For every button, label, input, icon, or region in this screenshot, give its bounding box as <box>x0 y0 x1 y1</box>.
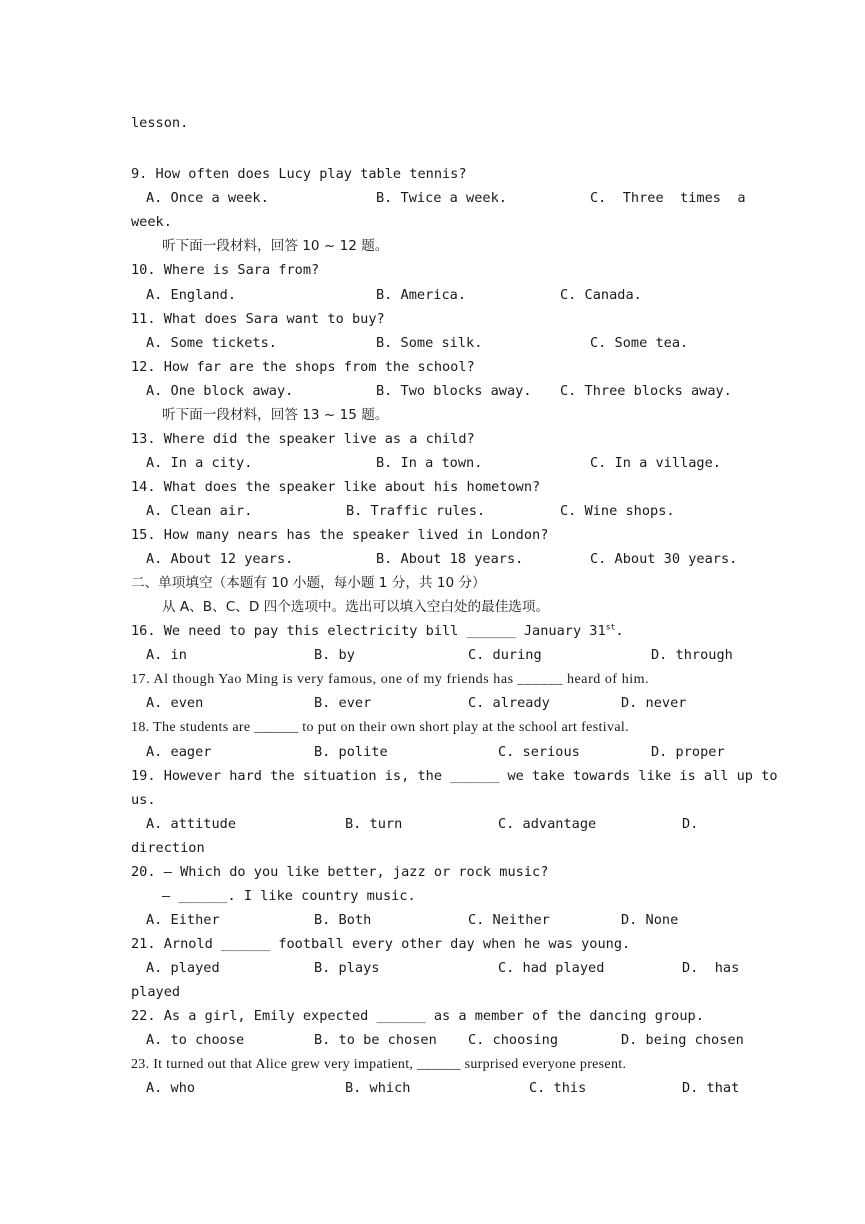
option-c: C. advantage <box>498 816 597 832</box>
option-b: B. Some silk. <box>376 335 483 351</box>
option-b: B. by <box>314 647 355 663</box>
option-c: C. Canada. <box>560 287 642 303</box>
option-b: B. plays <box>314 960 380 976</box>
option-b: B. to be chosen <box>314 1032 437 1048</box>
question-16 <box>131 622 733 640</box>
option-b: B. Twice a week. <box>376 190 507 206</box>
question-23: 23. It turned out that Alice grew very impatient, ______ surprised everyone present. <box>131 1057 627 1072</box>
option-a: A. In a city. <box>146 455 253 471</box>
option-c: C. Three times a <box>590 190 746 206</box>
option-b: B. America. <box>376 287 467 303</box>
question-17: 17. Al though Yao Ming is very famous, one of my friends has ______ heard of him. <box>131 672 650 687</box>
option-d: D. None <box>621 912 679 928</box>
question-20-reply: — ______. I like country music. <box>162 888 416 904</box>
question-9: 9. How often does Lucy play table tennis? <box>131 166 467 182</box>
text-line: lesson. <box>131 115 189 131</box>
option-a: A. Once a week. <box>146 190 269 206</box>
option-a: A. to choose <box>146 1032 245 1048</box>
option-a: A. England. <box>146 287 237 303</box>
option-c: C. during <box>468 647 542 663</box>
option-b: B. ever <box>314 695 372 711</box>
option-a: A. Some tickets. <box>146 335 277 351</box>
option-a: A. attitude <box>146 816 237 832</box>
option-b: B. which <box>345 1080 411 1096</box>
question-15: 15. How many nears has the speaker lived in London? <box>131 527 549 543</box>
option-d: D. <box>682 816 699 832</box>
question-text-end: . <box>615 623 624 639</box>
option-c: C. Three blocks away. <box>560 383 732 399</box>
option-b: B. polite <box>314 744 388 760</box>
question-text: 16. We need to pay this electricity bill ______ January 31 <box>131 623 606 639</box>
option-b: B. Traffic rules. <box>346 503 486 519</box>
section-heading: 二、单项填空（本题有 10 小题，每小题 1 分，共 10 分） <box>131 575 486 591</box>
option-b: B. In a town. <box>376 455 483 471</box>
option-d: D. has <box>682 960 740 976</box>
option-c: C. had played <box>498 960 605 976</box>
option-c: C. In a village. <box>590 455 721 471</box>
option-b: B. turn <box>345 816 403 832</box>
option-c: C. already <box>468 695 550 711</box>
option-continuation: direction <box>131 840 205 856</box>
option-a: A. Either <box>146 912 220 928</box>
option-a: A. Clean air. <box>146 503 253 519</box>
option-c: C. Some tea. <box>590 335 689 351</box>
option-a: A. even <box>146 695 204 711</box>
option-c: C. Neither <box>468 912 550 928</box>
option-c: C. this <box>529 1080 587 1096</box>
section-instruction: 从 A、B、C、D 四个选项中。选出可以填入空白处的最佳选项。 <box>162 599 550 615</box>
option-a: A. eager <box>146 744 212 760</box>
question-continuation: us. <box>131 792 156 808</box>
question-11: 11. What does Sara want to buy? <box>131 311 385 327</box>
question-12: 12. How far are the shops from the school? <box>131 359 475 375</box>
instruction: 听下面一段材料，回答 13 ~ 15 题。 <box>162 407 389 423</box>
question-19: 19. However hard the situation is, the ______ we take towards like is all up to <box>131 768 778 784</box>
question-21: 21. Arnold ______ football every other day when he was young. <box>131 936 631 952</box>
option-a: A. in <box>146 647 187 663</box>
option-c: C. About 30 years. <box>590 551 738 567</box>
question-10: 10. Where is Sara from? <box>131 262 320 278</box>
option-c: C. Wine shops. <box>560 503 675 519</box>
instruction: 听下面一段材料，回答 10 ~ 12 题。 <box>162 238 389 254</box>
option-c: C. choosing <box>468 1032 559 1048</box>
question-20: 20. — Which do you like better, jazz or rock music? <box>131 864 549 880</box>
option-d: D. through <box>651 647 733 663</box>
option-b: B. Two blocks away. <box>376 383 532 399</box>
option-a: A. About 12 years. <box>146 551 294 567</box>
question-18: 18. The students are ______ to put on their own short play at the school art festival. <box>131 720 629 735</box>
option-a: A. One block away. <box>146 383 294 399</box>
question-22: 22. As a girl, Emily expected ______ as a member of the dancing group. <box>131 1008 704 1024</box>
question-13: 13. Where did the speaker live as a child? <box>131 431 475 447</box>
option-a: A. who <box>146 1080 196 1096</box>
option-continuation: played <box>131 984 181 1000</box>
question-14: 14. What does the speaker like about his hometown? <box>131 479 541 495</box>
option-d: D. being chosen <box>621 1032 744 1048</box>
option-continuation: week. <box>131 214 172 230</box>
option-d: D. that <box>682 1080 740 1096</box>
option-d: D. proper <box>651 744 725 760</box>
option-b: B. About 18 years. <box>376 551 524 567</box>
option-b: B. Both <box>314 912 372 928</box>
option-c: C. serious <box>498 744 580 760</box>
option-a: A. played <box>146 960 220 976</box>
option-d: D. never <box>621 695 687 711</box>
superscript: st <box>605 622 616 632</box>
